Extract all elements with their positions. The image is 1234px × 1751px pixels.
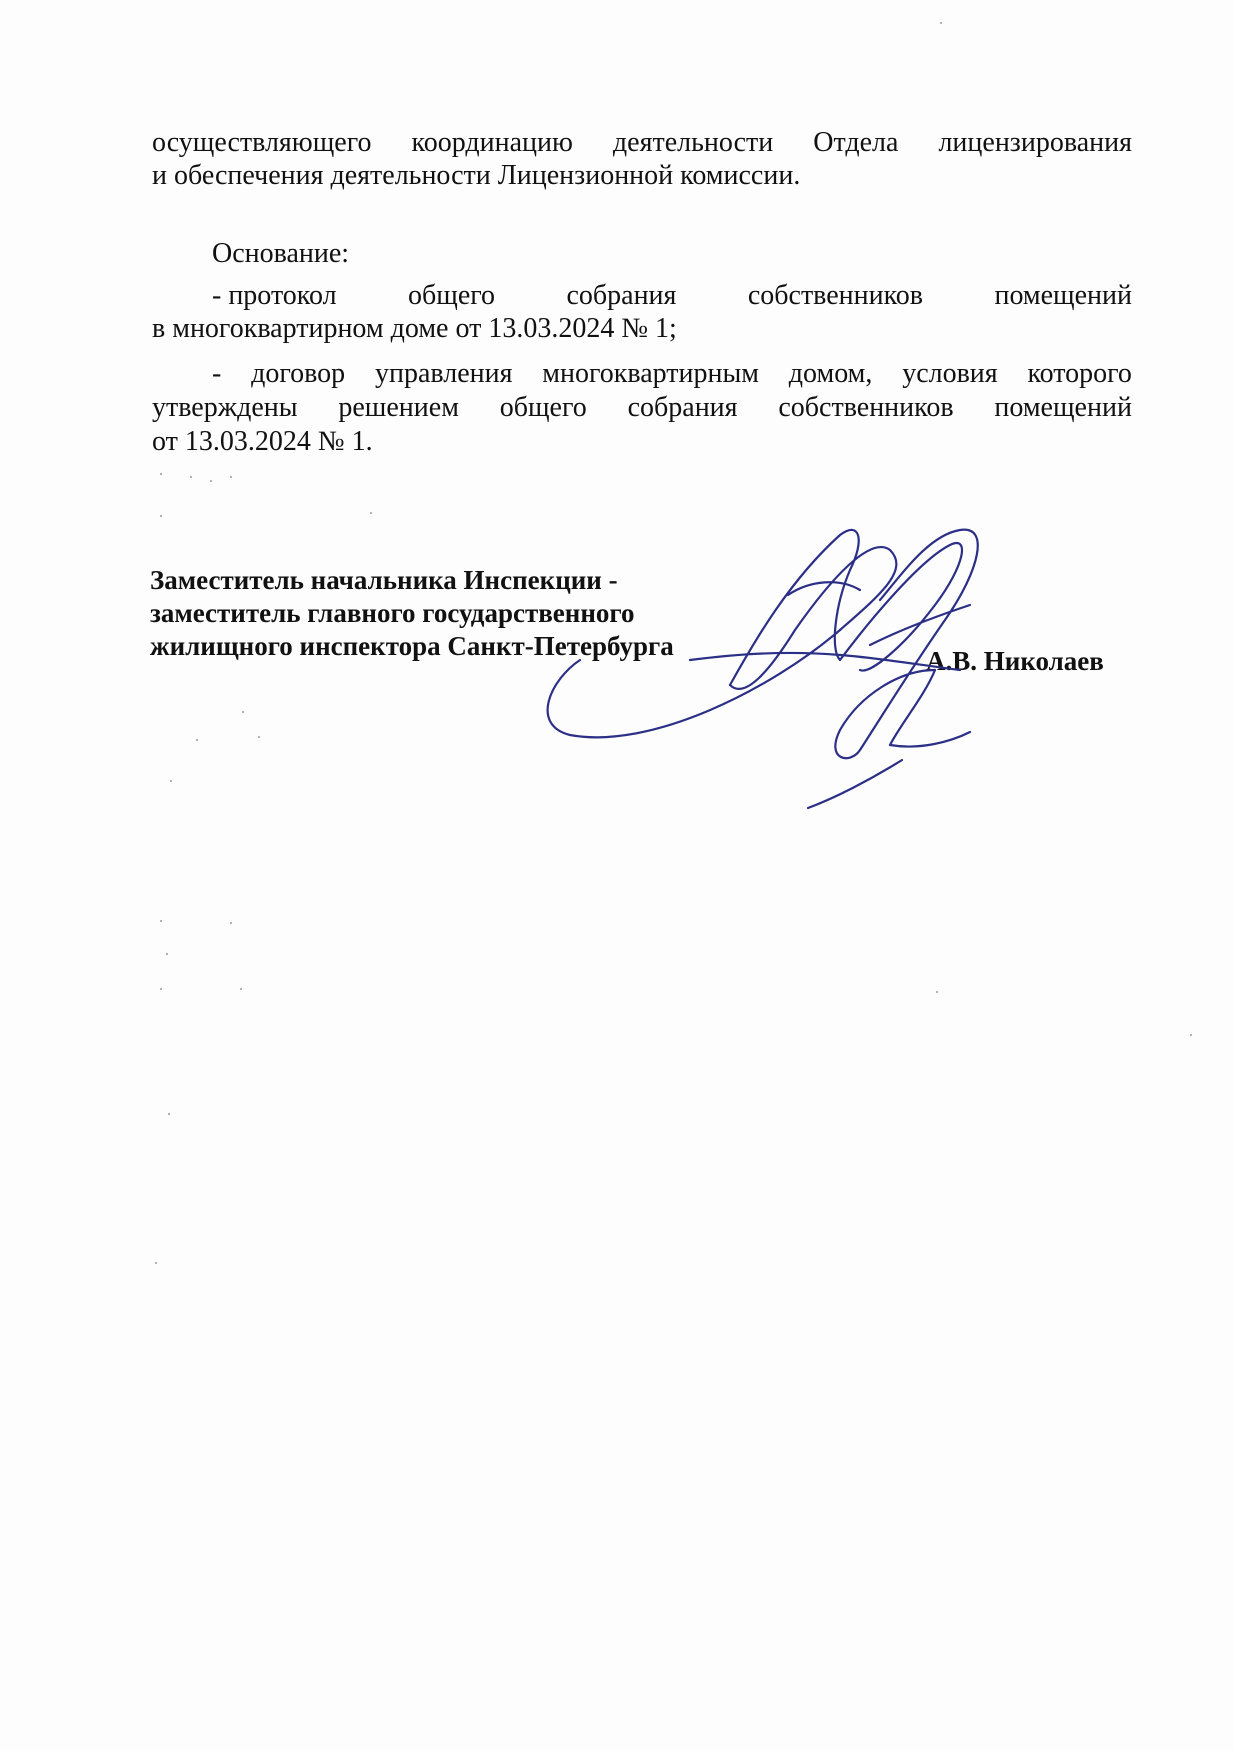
word: собственников bbox=[778, 392, 954, 423]
word: утверждены bbox=[152, 392, 298, 423]
scan-speck bbox=[230, 476, 232, 478]
scan-speck bbox=[166, 953, 168, 955]
paragraph-line bbox=[152, 126, 1132, 159]
basis-line bbox=[152, 279, 1132, 312]
scan-speck bbox=[242, 711, 244, 713]
position-line: Заместитель начальника Инспекции - bbox=[150, 565, 618, 595]
scan-speck bbox=[258, 736, 260, 738]
scan-speck bbox=[160, 920, 162, 922]
paragraph-coordination bbox=[152, 126, 1132, 192]
scan-speck bbox=[160, 515, 162, 517]
word: решением bbox=[338, 392, 459, 423]
basis-item-protocol bbox=[152, 279, 1132, 345]
word: собрания bbox=[566, 280, 677, 311]
word: которого bbox=[1027, 358, 1132, 389]
word: помещений bbox=[994, 392, 1132, 423]
word: общего bbox=[499, 392, 587, 423]
word: деятельности bbox=[612, 127, 774, 158]
scan-speck bbox=[240, 988, 242, 990]
scan-speck bbox=[168, 1113, 170, 1115]
word: многоквартирным bbox=[542, 358, 759, 389]
scan-speck bbox=[190, 476, 192, 478]
scan-speck bbox=[196, 739, 198, 741]
word: - bbox=[212, 358, 222, 389]
scan-speck bbox=[370, 512, 372, 514]
word: общего bbox=[408, 280, 496, 311]
scan-speck bbox=[936, 991, 938, 993]
basis-line: от 13.03.2024 № 1. bbox=[152, 426, 373, 457]
basis-line bbox=[152, 357, 1132, 390]
word: договор bbox=[251, 358, 346, 389]
position-line: жилищного инспектора Санкт-Петербурга bbox=[150, 631, 674, 661]
paragraph-line: и обеспечения деятельности Лицензионной комиссии. bbox=[152, 160, 801, 191]
word: домом, bbox=[788, 358, 873, 389]
scan-speck bbox=[170, 780, 172, 782]
basis-section bbox=[152, 237, 1132, 270]
scan-speck bbox=[940, 22, 942, 24]
scan-speck bbox=[155, 1262, 157, 1264]
word: лицензирования bbox=[938, 127, 1132, 158]
scan-speck bbox=[230, 922, 232, 924]
word: помещений bbox=[994, 280, 1132, 311]
word: собрания bbox=[627, 392, 738, 423]
word: Отдела bbox=[813, 127, 899, 158]
scan-speck bbox=[210, 480, 212, 482]
word: условия bbox=[902, 358, 998, 389]
word: координацию bbox=[411, 127, 573, 158]
basis-heading: Основание: bbox=[212, 238, 350, 269]
basis-item-contract bbox=[152, 357, 1132, 458]
position-line: заместитель главного государственного bbox=[150, 598, 635, 628]
word: собственников bbox=[747, 280, 924, 311]
basis-line bbox=[152, 391, 1132, 424]
word: - протокол bbox=[212, 280, 337, 311]
word: осуществляющего bbox=[152, 127, 372, 158]
basis-line: в многоквартирном доме от 13.03.2024 № 1; bbox=[152, 313, 677, 344]
scan-speck bbox=[160, 988, 162, 990]
signer-name: А.В. Николаев bbox=[926, 646, 1104, 676]
word: управления bbox=[374, 358, 513, 389]
scan-speck bbox=[160, 473, 162, 475]
scan-speck bbox=[1190, 1034, 1192, 1036]
handwritten-signature bbox=[540, 510, 1060, 810]
